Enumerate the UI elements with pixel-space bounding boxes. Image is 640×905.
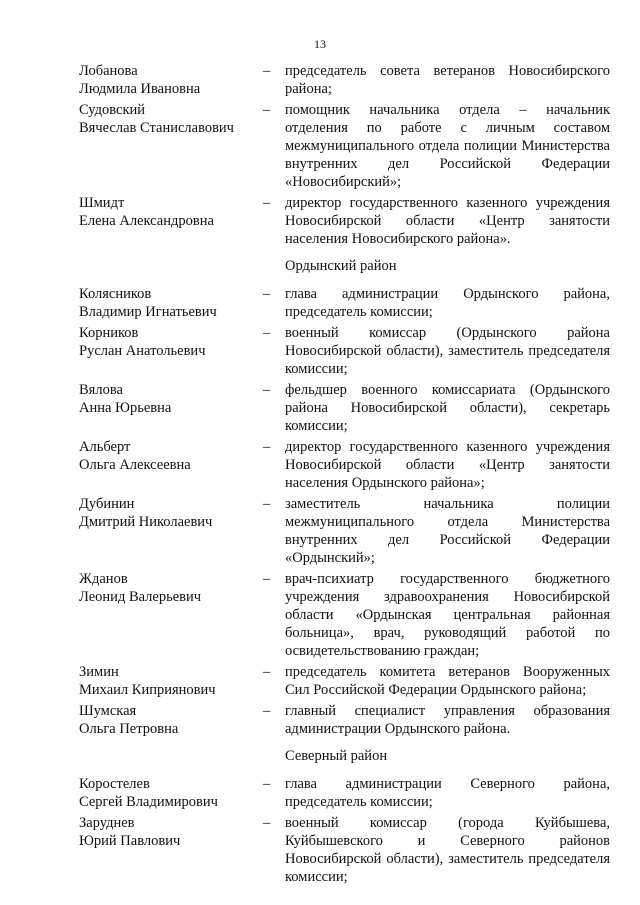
member-given-names: Вячеслав Станиславович bbox=[79, 120, 234, 136]
member-name bbox=[79, 381, 263, 435]
position-text-line: больница», врач, руководящий работой по bbox=[285, 625, 610, 641]
entry-dash: – bbox=[263, 496, 271, 512]
position-text-line: помощник начальника отдела – начальник bbox=[285, 102, 610, 118]
member-position bbox=[285, 775, 610, 811]
position-text-line: председатель комитета ветеранов Вооруженных bbox=[285, 664, 610, 680]
member-position bbox=[285, 324, 610, 378]
position-text-line: населения Новосибирского района». bbox=[285, 231, 511, 247]
member-surname: Судовский bbox=[79, 102, 146, 118]
member-name bbox=[79, 814, 263, 886]
member-name bbox=[79, 101, 263, 191]
commission-list bbox=[79, 62, 610, 889]
position-text-line: населения Ордынского района»; bbox=[285, 475, 485, 491]
member-entry bbox=[79, 775, 610, 811]
member-surname: Шмидт bbox=[79, 195, 125, 211]
member-name bbox=[79, 775, 263, 811]
member-entry bbox=[79, 62, 610, 98]
district-heading: Ордынский район bbox=[285, 258, 397, 274]
position-text-line: межмуниципального отдела полиции bbox=[285, 138, 522, 154]
position-text-line: Куйбышевского и Северного районов bbox=[285, 833, 610, 849]
position-text-line: председатель комиссии; bbox=[285, 304, 433, 320]
position-text-line: освидетельствованию граждан; bbox=[285, 643, 480, 659]
member-entry bbox=[79, 381, 610, 435]
entry-dash: – bbox=[263, 195, 271, 211]
member-entry bbox=[79, 285, 610, 321]
member-position bbox=[285, 570, 610, 660]
member-given-names: Михаил Киприянович bbox=[79, 682, 216, 698]
member-surname: Зимин bbox=[79, 664, 119, 680]
member-given-names: Руслан Анатольевич bbox=[79, 343, 206, 359]
position-text-line: района; bbox=[285, 81, 332, 97]
member-position bbox=[285, 62, 610, 98]
entry-dash: – bbox=[263, 439, 271, 455]
member-entry bbox=[79, 495, 610, 567]
position-text-line: Федерации «Новосибирский»; bbox=[285, 156, 610, 190]
position-text-line: председателя комиссии; bbox=[285, 343, 610, 377]
entry-dash: – bbox=[263, 325, 271, 341]
member-given-names: Юрий Павлович bbox=[79, 833, 181, 849]
member-position bbox=[285, 285, 610, 321]
member-given-names: Дмитрий Николаевич bbox=[79, 514, 213, 530]
member-given-names: Елена Александровна bbox=[79, 213, 214, 229]
member-surname: Лобанова bbox=[79, 63, 138, 79]
member-name bbox=[79, 194, 263, 248]
member-entry bbox=[79, 702, 610, 738]
position-text-line: глава администрации Северного района, bbox=[285, 776, 610, 792]
member-surname: Коростелев bbox=[79, 776, 150, 792]
member-entry bbox=[79, 663, 610, 699]
entry-dash: – bbox=[263, 776, 271, 792]
member-given-names: Ольга Петровна bbox=[79, 721, 179, 737]
entry-dash: – bbox=[263, 815, 271, 831]
member-given-names: Людмила Ивановна bbox=[79, 81, 201, 97]
position-text-line: Сил Российской Федерации Ордынского района; bbox=[285, 682, 587, 698]
member-position bbox=[285, 381, 610, 435]
member-surname: Шумская bbox=[79, 703, 137, 719]
member-given-names: Леонид Валерьевич bbox=[79, 589, 202, 605]
member-name bbox=[79, 570, 263, 660]
district-heading: Северный район bbox=[285, 748, 388, 764]
member-position bbox=[285, 101, 610, 191]
member-surname: Заруднев bbox=[79, 815, 135, 831]
member-name bbox=[79, 702, 263, 738]
position-text-line: Новосибирской области), заместитель bbox=[285, 851, 529, 867]
entry-dash: – bbox=[263, 102, 271, 118]
position-text-line: директор государственного казенного учреждения bbox=[285, 439, 610, 455]
position-text-line: главный специалист управления образования bbox=[285, 703, 610, 719]
position-text-line: председатель комиссии; bbox=[285, 794, 433, 810]
position-text-line: отделения по работе с личным составом bbox=[285, 120, 610, 136]
entry-dash: – bbox=[263, 382, 271, 398]
member-position bbox=[285, 495, 610, 567]
member-surname: Жданов bbox=[79, 571, 128, 587]
member-entry bbox=[79, 194, 610, 248]
member-name bbox=[79, 438, 263, 492]
member-entry bbox=[79, 101, 610, 191]
position-text-line: Новосибирской области «Центр занятости bbox=[285, 213, 610, 229]
position-text-line: военный комиссар (Ордынского района bbox=[285, 325, 610, 341]
member-surname: Вялова bbox=[79, 382, 123, 398]
entry-dash: – bbox=[263, 571, 271, 587]
member-name bbox=[79, 62, 263, 98]
position-text-line: председателя комиссии; bbox=[285, 851, 610, 885]
member-name bbox=[79, 285, 263, 321]
member-entry bbox=[79, 814, 610, 886]
position-text-line: администрации Ордынского района. bbox=[285, 721, 511, 737]
position-text-line: Новосибирской области «Центр занятости bbox=[285, 457, 610, 473]
member-entry bbox=[79, 324, 610, 378]
member-surname: Дубинин bbox=[79, 496, 135, 512]
member-given-names: Владимир Игнатьевич bbox=[79, 304, 217, 320]
member-entry bbox=[79, 570, 610, 660]
entry-dash: – bbox=[263, 703, 271, 719]
position-text-line: директор государственного казенного учреждения bbox=[285, 195, 610, 211]
position-text-line: «Ордынский»; bbox=[285, 550, 375, 566]
member-position bbox=[285, 814, 610, 886]
position-text-line: глава администрации Ордынского района, bbox=[285, 286, 610, 302]
position-text-line: внутренних дел Российской Федерации bbox=[285, 532, 610, 548]
position-text-line: учреждения здравоохранения Новосибирской bbox=[285, 589, 610, 605]
position-text-line: Новосибирской области), заместитель bbox=[285, 343, 529, 359]
member-position bbox=[285, 663, 610, 699]
position-text-line: района Новосибирской области), секретарь bbox=[285, 400, 610, 416]
entry-dash: – bbox=[263, 63, 271, 79]
position-text-line: Министерства внутренних дел Российской bbox=[285, 138, 610, 172]
member-position bbox=[285, 438, 610, 492]
entry-dash: – bbox=[263, 664, 271, 680]
member-name bbox=[79, 324, 263, 378]
member-position bbox=[285, 702, 610, 738]
position-text-line: председатель совета ветеранов Новосибирского bbox=[285, 63, 610, 79]
member-given-names: Анна Юрьевна bbox=[79, 400, 172, 416]
member-name bbox=[79, 495, 263, 567]
position-text-line: военный комиссар (города Куйбышева, bbox=[285, 815, 610, 831]
position-text-line: области «Ордынская центральная районная bbox=[285, 607, 610, 623]
position-text-line: межмуниципального отдела Министерства bbox=[285, 514, 610, 530]
member-surname: Альберт bbox=[79, 439, 131, 455]
member-given-names: Сергей Владимирович bbox=[79, 794, 218, 810]
member-position bbox=[285, 194, 610, 248]
position-text-line: заместитель начальника полиции bbox=[285, 496, 610, 512]
member-given-names: Ольга Алексеевна bbox=[79, 457, 191, 473]
position-text-line: фельдшер военного комиссариата (Ордынского bbox=[285, 382, 610, 398]
position-text-line: комиссии; bbox=[285, 418, 348, 434]
member-surname: Колясников bbox=[79, 286, 152, 302]
member-surname: Корников bbox=[79, 325, 139, 341]
page-number: 13 bbox=[314, 37, 326, 51]
entry-dash: – bbox=[263, 286, 271, 302]
member-name bbox=[79, 663, 263, 699]
member-entry bbox=[79, 438, 610, 492]
position-text-line: врач-психиатр государственного бюджетного bbox=[285, 571, 610, 587]
